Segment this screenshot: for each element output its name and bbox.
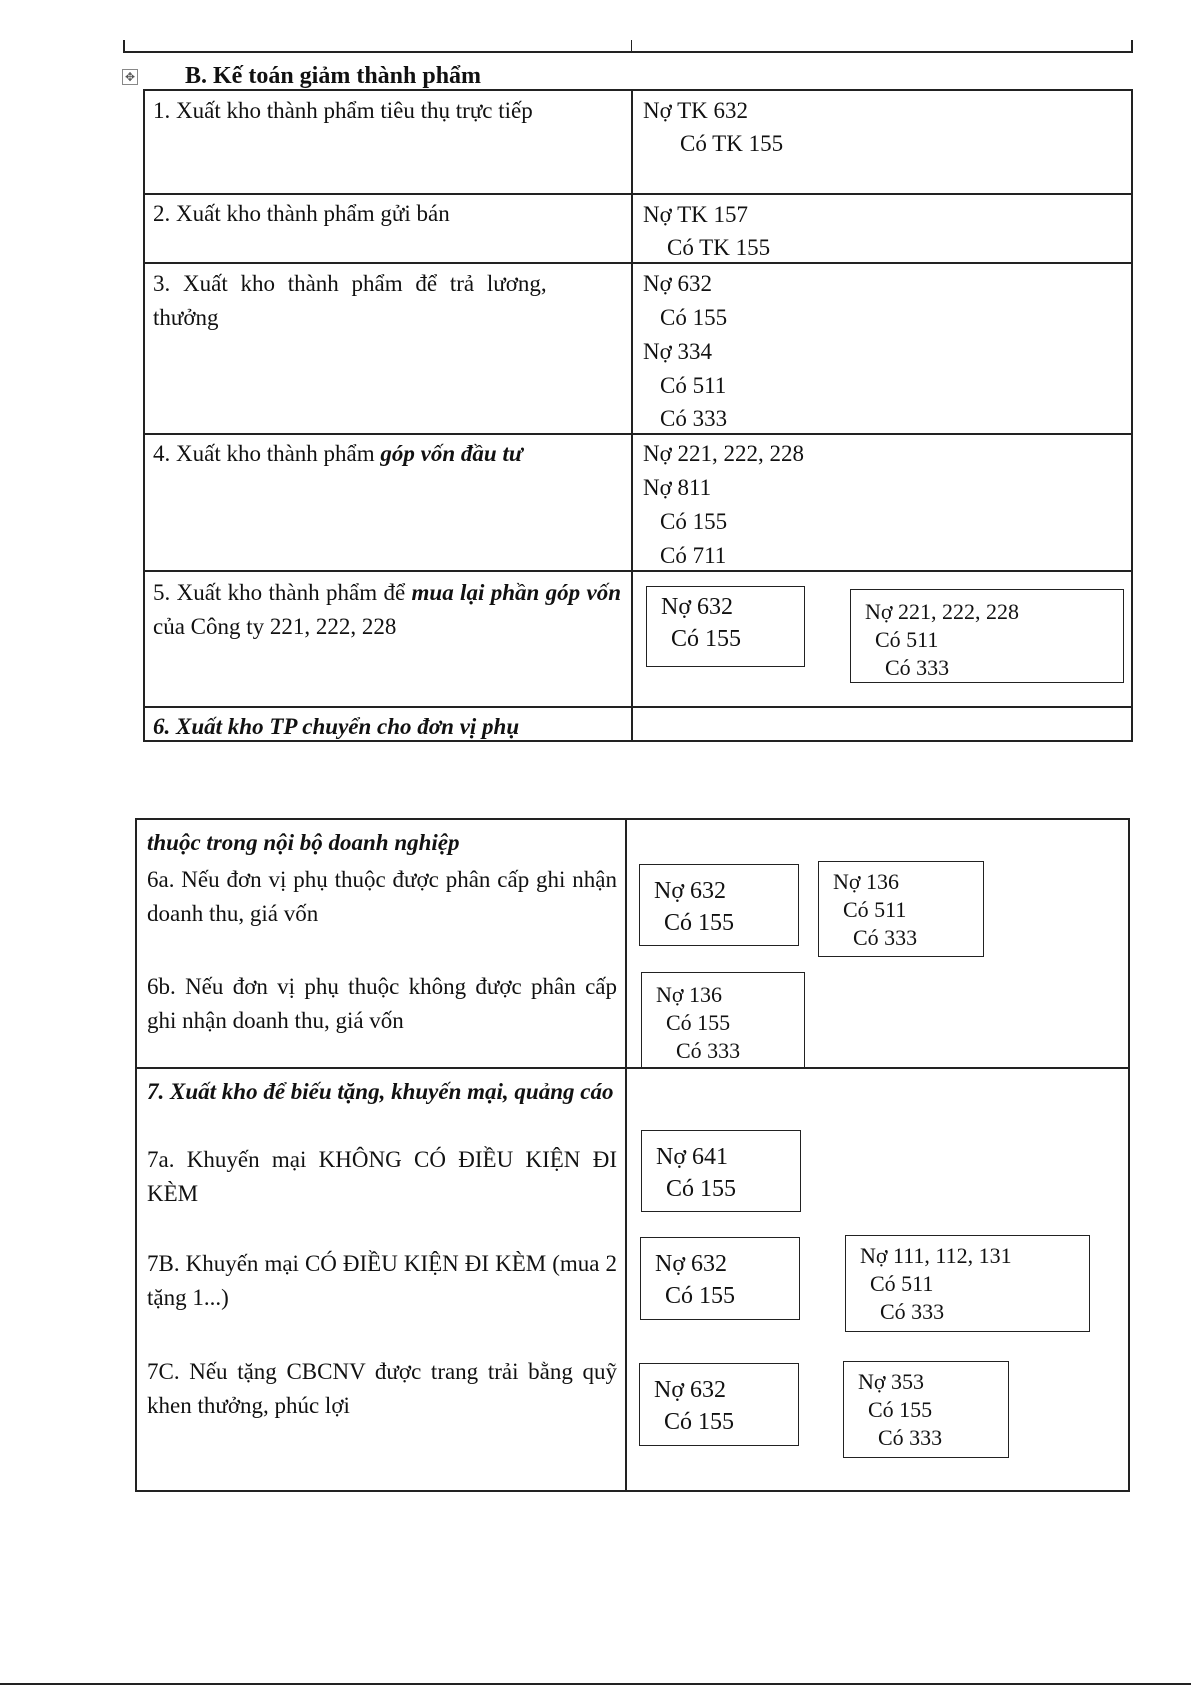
journal-entry-box [845,1235,1090,1332]
row-6a-label: 6a. Nếu đơn vị phụ thuộc được phân cấp ghi nhận doanh thu, giá vốn [147,867,617,926]
journal-entry-box [641,972,805,1068]
row-1-label: 1. Xuất kho thành phẩm tiêu thụ trực tiếp [153,98,533,123]
row-5-label-emphasis: mua lại phần góp vốn [411,580,621,605]
table-top-border [143,89,1133,91]
row-6-label-part2: thuộc trong nội bộ doanh nghiệp [147,830,460,855]
table-right-border [1131,89,1133,742]
journal-entry-box [646,586,805,667]
table2-left-border [135,818,137,1492]
entry-credit: Có 155 [664,910,735,936]
row-4-label [153,438,523,470]
entry-credit: Có 333 [853,925,918,950]
journal-entry-box [818,861,984,957]
row-7b-label: 7B. Khuyến mại CÓ ĐIỀU KIỆN ĐI KÈM (mua 2 tặng 1...) [147,1251,617,1310]
table-mid-border [631,89,633,742]
row-5-label [153,576,621,644]
row-divider [143,570,1133,572]
entry-debit: Nợ 221, 222, 228 [865,599,1020,624]
entry-credit: Có 333 [878,1425,943,1450]
journal-entry-box [641,1130,801,1212]
row-7-heading: 7. Xuất kho để biếu tặng, khuyến mại, quảng cáo [147,1079,614,1104]
journal-entry-box [850,589,1124,683]
row-3-label-line2: thưởng [153,305,219,330]
entry-credit: Có 333 [676,1038,741,1063]
row-3-entry: Nợ 632 [643,271,713,296]
entry-debit: Nợ 632 [661,594,734,620]
row-divider [143,433,1133,435]
entry-credit: Có 155 [665,1283,736,1309]
row-5-label-plain-2: của Công ty 221, 222, 228 [153,614,397,639]
entry-debit: Nợ 641 [656,1144,729,1170]
section-title: B. Kế toán giảm thành phẩm [185,63,482,89]
row-divider [143,706,1133,708]
entry-credit: Có 511 [843,897,907,922]
entry-debit: Nợ 632 [654,1377,727,1403]
table2-mid-border [625,818,627,1492]
table2-bottom-border [135,1490,1129,1492]
row-2-label: 2. Xuất kho thành phẩm gửi bán [153,201,450,226]
row-2-debit: Nợ TK 157 [643,202,749,227]
row-1-credit: Có TK 155 [680,131,784,156]
entry-credit: Có 333 [885,655,950,680]
table2-right-border [1128,818,1130,1492]
row-6-label-part1: 6. Xuất kho TP chuyển cho đơn vị phụ [153,714,520,739]
row-3-entry: Có 333 [660,406,728,431]
entry-credit: Có 155 [671,626,742,652]
entry-credit: Có 155 [868,1397,933,1422]
row-6b-label: 6b. Nếu đơn vị phụ thuộc không được phân cấp ghi nhận doanh thu, giá vốn [147,974,617,1033]
entry-debit: Nợ 136 [656,982,723,1007]
entry-debit: Nợ 353 [858,1369,925,1394]
entry-credit: Có 155 [666,1010,731,1035]
row-5-label-plain: 5. Xuất kho thành phẩm để [153,580,412,605]
row-1-debit: Nợ TK 632 [643,98,749,123]
journal-entry-box [639,1363,799,1446]
row-4-label-emphasis: góp vốn đầu tư [380,441,523,466]
row-3-label-line1: 3. Xuất kho thành phẩm để trả lương, [153,271,547,296]
row-4-label-plain: 4. Xuất kho thành phẩm [153,441,381,466]
row-3-entry: Nợ 334 [643,339,713,364]
row-4-entry: Nợ 811 [643,475,712,500]
entry-credit: Có 333 [880,1299,945,1324]
row-2-credit: Có TK 155 [667,235,771,260]
entry-debit: Nợ 632 [654,878,727,904]
row-3-entry: Có 155 [660,305,728,330]
entry-credit: Có 511 [875,627,939,652]
row-divider [143,262,1133,264]
row-divider [143,193,1133,195]
journal-entry-box [640,1237,800,1320]
entry-debit: Nợ 632 [655,1251,728,1277]
row-3-entry: Có 511 [660,373,727,398]
table-left-border [143,89,145,742]
entry-credit: Có 511 [870,1271,934,1296]
entry-debit: Nợ 136 [833,869,900,894]
journal-entry-box [639,864,799,946]
row-4-entry: Có 155 [660,509,728,534]
entry-debit: Nợ 111, 112, 131 [860,1243,1012,1268]
journal-entry-box [843,1361,1009,1458]
entry-credit: Có 155 [666,1176,737,1202]
table2-top-border [135,818,1129,820]
row-4-entry: Nợ 221, 222, 228 [643,441,805,466]
row-divider [135,1067,1129,1069]
row-4-entry: Có 711 [660,543,727,568]
row-7c-label: 7C. Nếu tặng CBCNV được trang trải bằng quỹ khen thưởng, phúc lợi [147,1359,617,1418]
prev-table-bottom-border [123,51,1133,53]
move-handle-icon[interactable]: ✥ [122,69,138,85]
row-7a-label: 7a. Khuyến mại KHÔNG CÓ ĐIỀU KIỆN ĐI KÈM [147,1147,617,1206]
entry-credit: Có 155 [664,1409,735,1435]
